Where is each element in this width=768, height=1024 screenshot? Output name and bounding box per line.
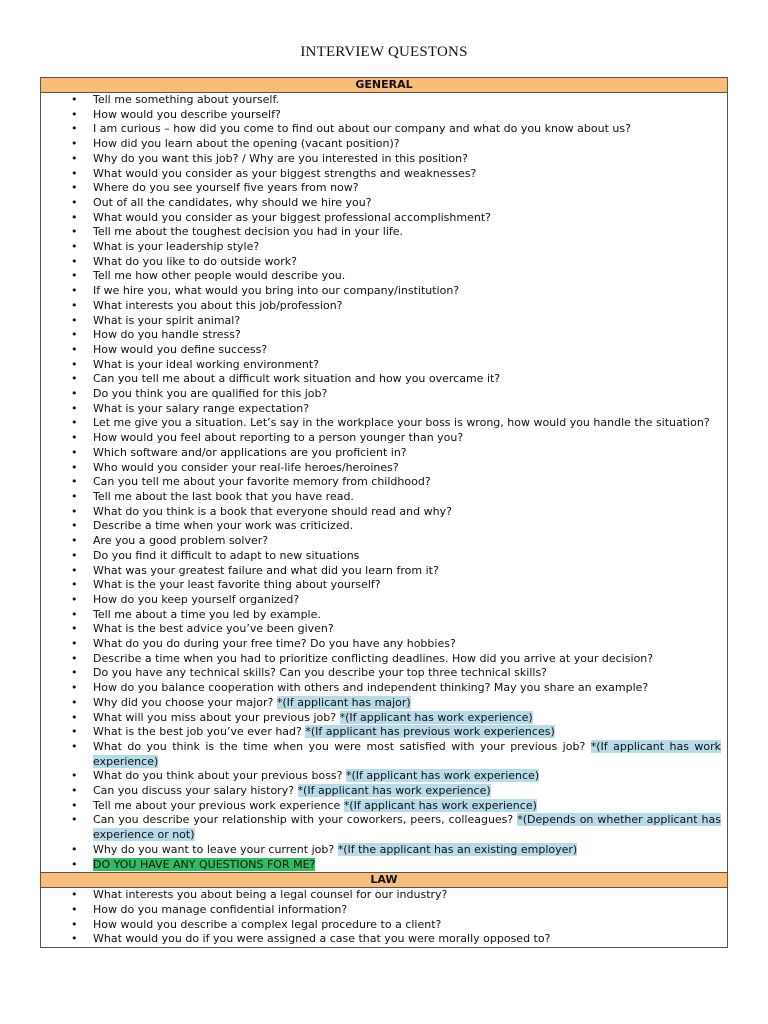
question-item xyxy=(41,387,721,402)
question-text: Tell me about the toughest decision you had in your life. xyxy=(93,225,404,239)
question-text: How would you define success? xyxy=(93,342,268,356)
question-item xyxy=(41,637,721,652)
question-text: Can you discuss your salary history? xyxy=(93,784,295,798)
question-item xyxy=(41,167,721,182)
question-text: What would you do if you were assigned a case that you were morally opposed to? xyxy=(93,932,551,946)
question-item xyxy=(41,416,721,431)
question-condition-note: *(If applicant has work experience) xyxy=(93,739,722,768)
question-item xyxy=(41,608,721,623)
question-item xyxy=(41,122,721,137)
question-text: What is the best job you’ve ever had? xyxy=(93,725,302,739)
question-text: Tell me about the last book that you have read. xyxy=(93,489,354,503)
question-text: What will you miss about your previous job? xyxy=(93,710,337,724)
question-item xyxy=(41,402,721,417)
question-text: Describe a time when your work was criticized. xyxy=(93,519,354,533)
question-text: Which software and/or applications are you proficient in? xyxy=(93,445,407,459)
question-item xyxy=(41,593,721,608)
question-condition-note: *(If applicant has previous work experiences) xyxy=(305,725,555,739)
question-item xyxy=(41,534,721,549)
question-item xyxy=(41,799,721,814)
question-item xyxy=(41,358,721,373)
question-item xyxy=(41,725,721,740)
section-header-general: GENERAL xyxy=(41,78,727,93)
question-text: What do you think is the time when you were most satisfied with your previous job? xyxy=(93,739,586,753)
question-text: Can you describe your relationship with your coworkers, peers, colleagues? xyxy=(93,813,514,827)
question-item xyxy=(41,431,721,446)
question-item xyxy=(41,328,721,343)
question-text: Why did you choose your major? xyxy=(93,695,274,709)
question-text: Let me give you a situation. Let’s say in the workplace your boss is wrong, how would you handle the situation? xyxy=(93,416,710,430)
question-text: How would you describe yourself? xyxy=(93,107,281,121)
question-item xyxy=(41,284,721,299)
question-item xyxy=(41,461,721,476)
question-text: Tell me something about yourself. xyxy=(93,93,280,106)
question-item xyxy=(41,475,721,490)
question-text: Tell me how other people would describe you. xyxy=(93,269,346,283)
question-text: Can you tell me about your favorite memory from childhood? xyxy=(93,475,431,489)
question-text: How do you keep yourself organized? xyxy=(93,592,300,606)
question-item xyxy=(41,505,721,520)
question-item xyxy=(41,666,721,681)
question-condition-note: *(If applicant has work experience) xyxy=(343,798,537,812)
question-item xyxy=(41,888,721,903)
question-text: Are you a good problem solver? xyxy=(93,534,269,548)
question-text: How do you handle stress? xyxy=(93,328,241,342)
question-item xyxy=(41,858,721,873)
question-item xyxy=(41,578,721,593)
question-text: Can you tell me about a difficult work situation and how you overcame it? xyxy=(93,372,501,386)
question-item xyxy=(41,446,721,461)
question-text: Why do you want this job? / Why are you interested in this position? xyxy=(93,151,468,165)
question-item xyxy=(41,343,721,358)
question-item xyxy=(41,211,721,226)
page-title: INTERVIEW QUESTONS xyxy=(300,44,468,60)
question-condition-note: *(If applicant has work experience) xyxy=(297,784,491,798)
highlighted-question: DO YOU HAVE ANY QUESTIONS FOR ME? xyxy=(93,857,316,871)
question-text: What is the best advice you’ve been given? xyxy=(93,622,334,636)
question-text: Where do you see yourself five years from now? xyxy=(93,181,359,195)
questions-table xyxy=(40,77,728,948)
question-text: Do you find it difficult to adapt to new situations xyxy=(93,548,360,562)
question-text: Tell me about your previous work experience xyxy=(93,798,341,812)
question-item xyxy=(41,622,721,637)
question-text: What interests you about being a legal counsel for our industry? xyxy=(93,888,448,902)
question-item xyxy=(41,711,721,726)
question-item xyxy=(41,903,721,918)
question-text: I am curious – how did you come to find out about our company and what do you know about us? xyxy=(93,122,631,136)
question-text: How would you feel about reporting to a person younger than you? xyxy=(93,431,464,445)
question-text: What interests you about this job/profession? xyxy=(93,298,343,312)
law-questions-list xyxy=(41,888,727,947)
question-item xyxy=(41,681,721,696)
question-item xyxy=(41,196,721,211)
question-text: What was your greatest failure and what did you learn from it? xyxy=(93,563,439,577)
question-item xyxy=(41,769,721,784)
question-text: What would you consider as your biggest strengths and weaknesses? xyxy=(93,166,477,180)
question-item xyxy=(41,181,721,196)
question-item xyxy=(41,225,721,240)
question-text: What is the your least favorite thing about yourself? xyxy=(93,578,381,592)
question-item xyxy=(41,843,721,858)
question-item xyxy=(41,490,721,505)
question-text: What is your spirit animal? xyxy=(93,313,241,327)
question-condition-note: *(If applicant has major) xyxy=(276,695,411,709)
question-text: What is your leadership style? xyxy=(93,240,260,254)
question-item xyxy=(41,299,721,314)
question-text: Describe a time when you had to prioritize conflicting deadlines. How did you arrive at your decision? xyxy=(93,651,654,665)
question-item xyxy=(41,93,721,108)
question-text: Why do you want to leave your current job? xyxy=(93,842,335,856)
question-item xyxy=(41,269,721,284)
question-text: What do you think is a book that everyone should read and why? xyxy=(93,504,452,518)
question-item xyxy=(41,813,721,842)
question-text: What would you consider as your biggest professional accomplishment? xyxy=(93,210,491,224)
question-item xyxy=(41,652,721,667)
question-item xyxy=(41,918,721,933)
section-header-law: LAW xyxy=(41,872,727,888)
question-item xyxy=(41,696,721,711)
question-condition-note: *(Depends on whether applicant has experience or not) xyxy=(93,813,721,842)
question-item xyxy=(41,314,721,329)
question-condition-note: *(If the applicant has an existing employer) xyxy=(337,842,578,856)
question-item xyxy=(41,255,721,270)
question-text: What do you like to do outside work? xyxy=(93,254,297,268)
question-item xyxy=(41,519,721,534)
question-item xyxy=(41,784,721,799)
question-item xyxy=(41,137,721,152)
question-text: Who would you consider your real-life heroes/heroines? xyxy=(93,460,399,474)
question-item xyxy=(41,108,721,123)
question-text: Tell me about a time you led by example. xyxy=(93,607,321,621)
question-text: What is your salary range expectation? xyxy=(93,401,310,415)
question-item xyxy=(41,564,721,579)
question-text: What do you think about your previous boss? xyxy=(93,769,343,783)
question-condition-note: *(If applicant has work experience) xyxy=(346,769,540,783)
question-item xyxy=(41,240,721,255)
question-text: Do you have any technical skills? Can you describe your top three technical skills? xyxy=(93,666,548,680)
question-text: How did you learn about the opening (vacant position)? xyxy=(93,137,400,151)
question-item xyxy=(41,932,721,947)
question-text: If we hire you, what would you bring into our company/institution? xyxy=(93,284,460,298)
question-text: How do you manage confidential information? xyxy=(93,902,348,916)
question-text: How do you balance cooperation with others and independent thinking? May you share an example? xyxy=(93,681,649,695)
question-text: Out of all the candidates, why should we hire you? xyxy=(93,195,372,209)
question-item xyxy=(41,740,721,769)
question-text: What do you do during your free time? Do you have any hobbies? xyxy=(93,637,456,651)
question-condition-note: *(If applicant has work experience) xyxy=(339,710,533,724)
question-text: Do you think you are qualified for this job? xyxy=(93,387,328,401)
question-text: What is your ideal working environment? xyxy=(93,357,320,371)
question-item xyxy=(41,549,721,564)
question-item xyxy=(41,372,721,387)
question-text: How would you describe a complex legal procedure to a client? xyxy=(93,917,442,931)
question-item xyxy=(41,152,721,167)
general-questions-list xyxy=(41,93,727,872)
